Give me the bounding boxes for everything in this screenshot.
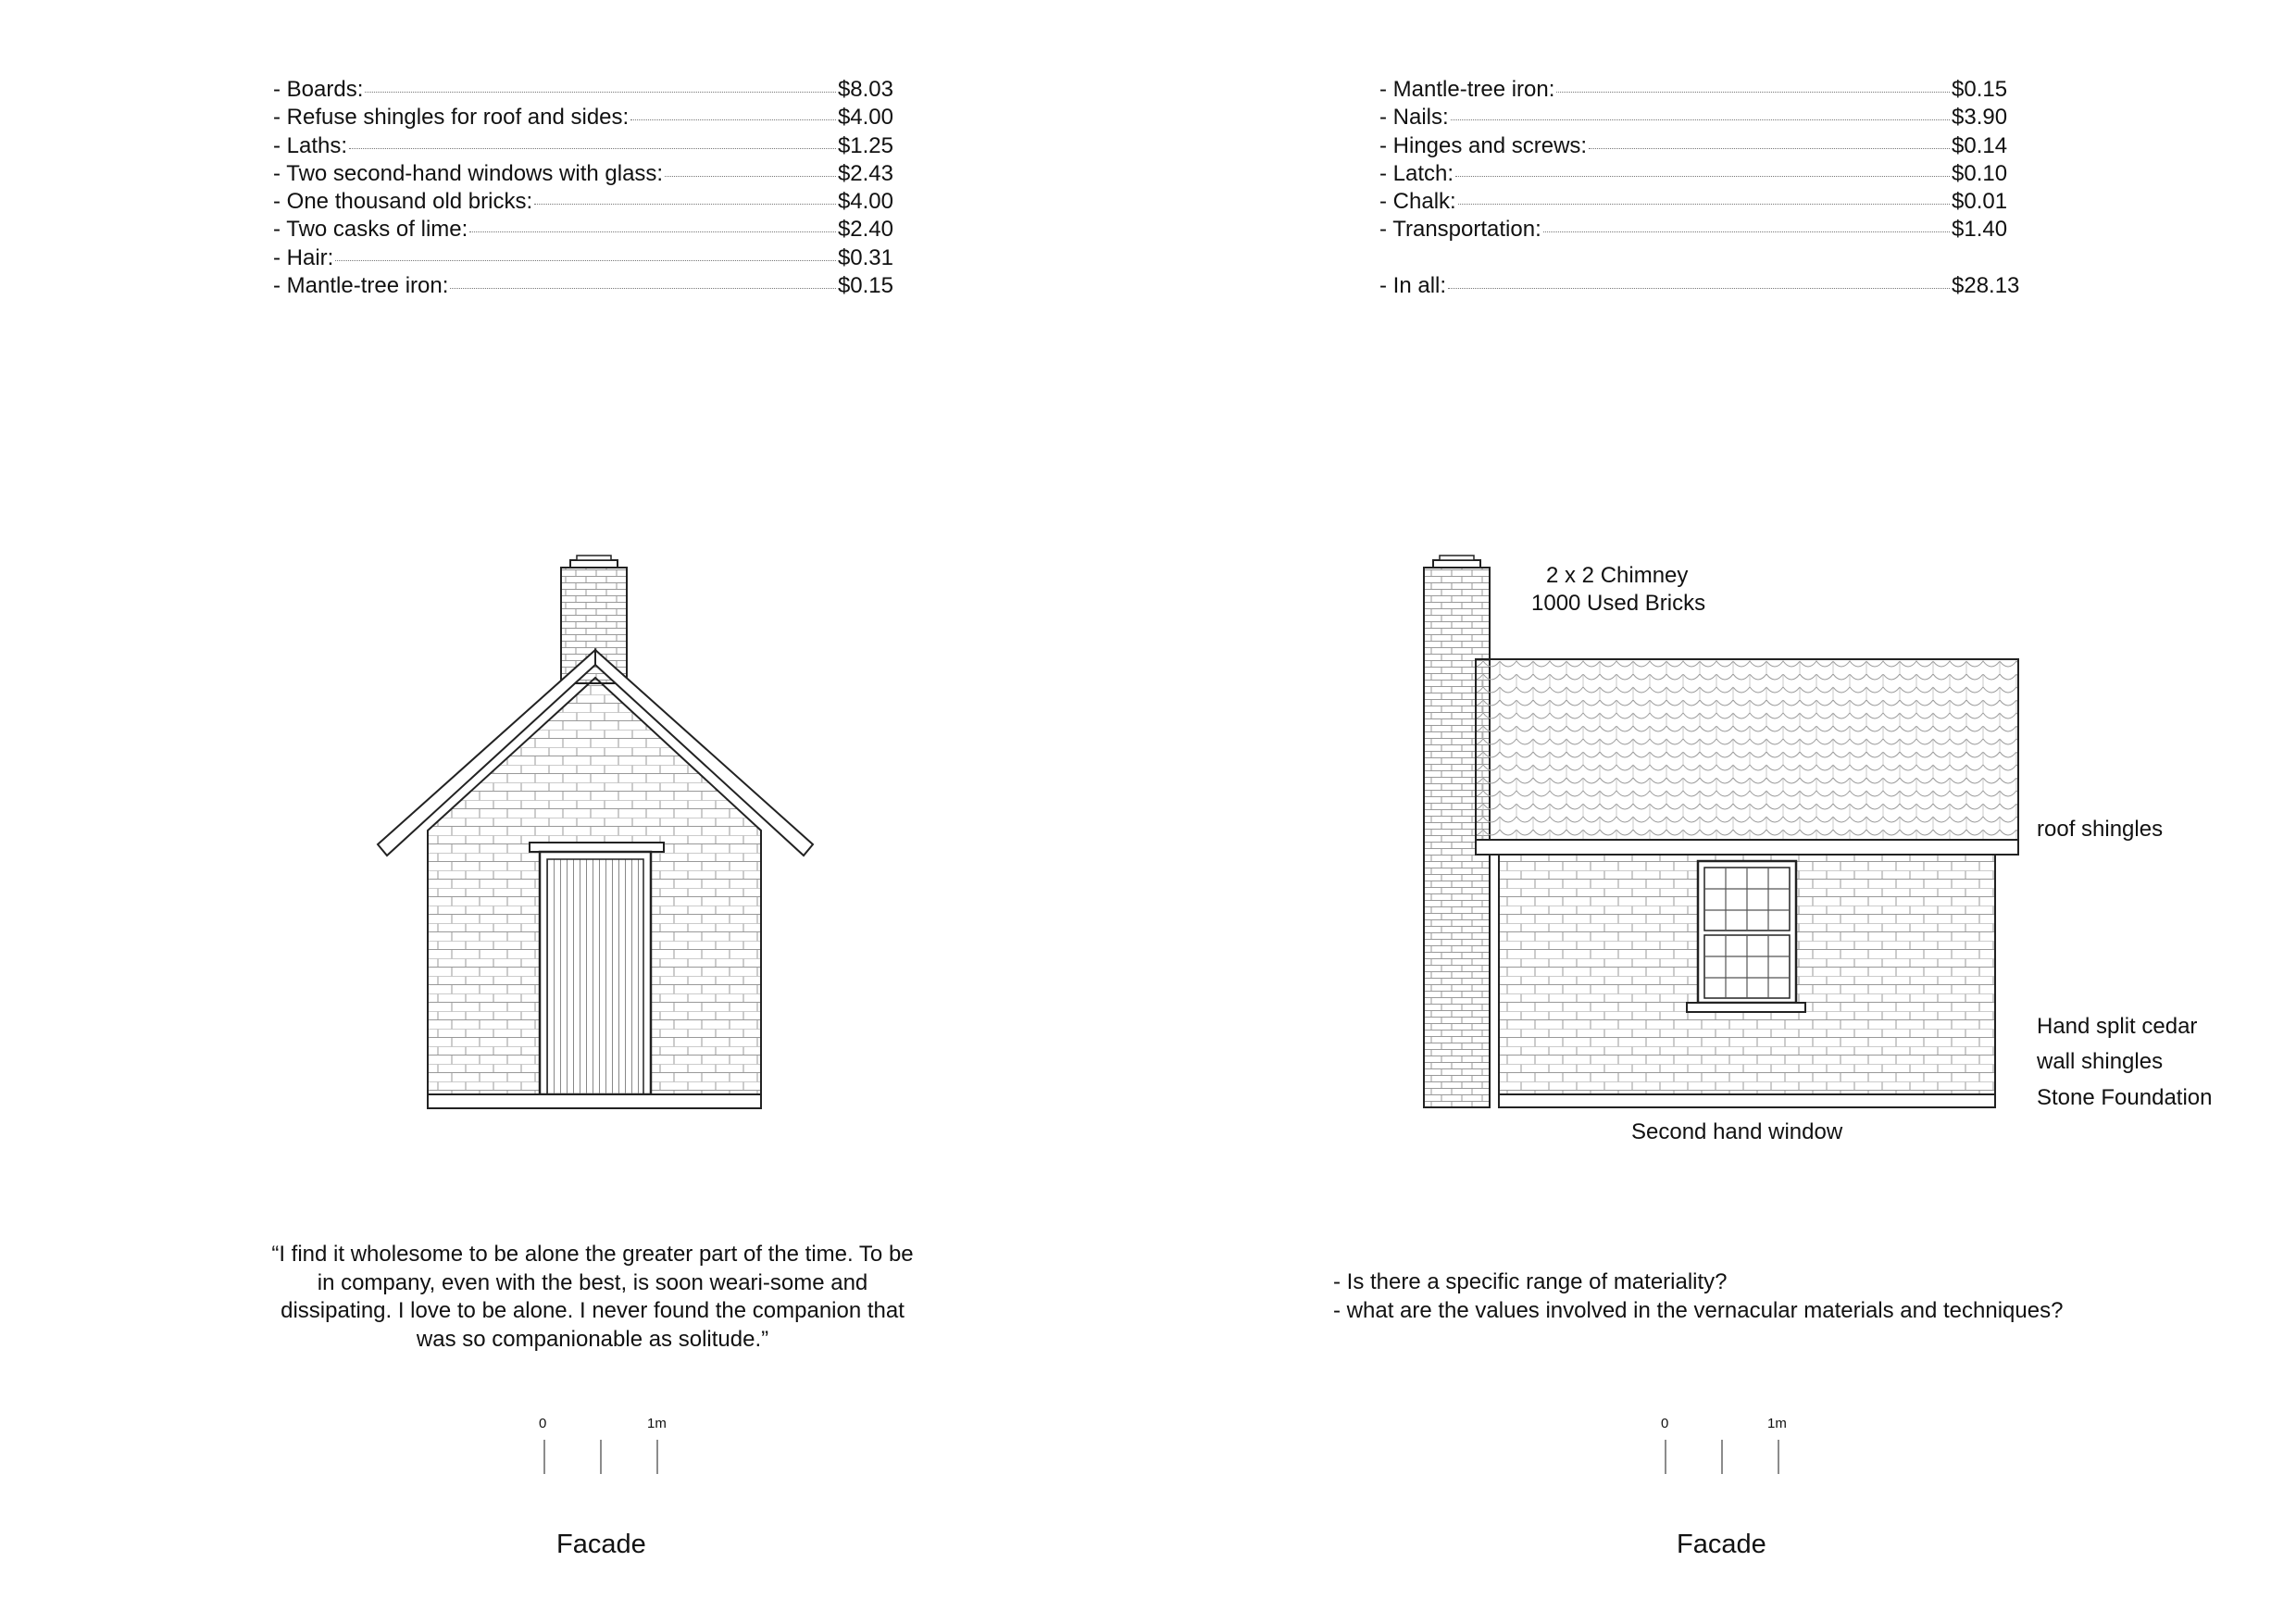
cost-value: $1.25 — [837, 132, 893, 158]
cost-value: $0.15 — [837, 273, 893, 299]
wall-annotation-line2: wall shingles — [2037, 1049, 2164, 1074]
cost-row — [273, 244, 893, 272]
caption-right: Facade — [1677, 1530, 1766, 1559]
side-foundation — [1499, 1094, 1995, 1107]
cost-label: - Mantle-tree iron: — [273, 273, 449, 299]
side-facade-drawing — [1416, 546, 2028, 1111]
foundation — [428, 1094, 761, 1108]
cost-row — [1379, 160, 2018, 188]
cost-row — [1379, 272, 2018, 300]
question-1: - Is there a specific range of materiality? — [1333, 1269, 1728, 1294]
cost-label: - Hinges and screws: — [1379, 132, 1588, 158]
foundation-annotation: Stone Foundation — [2037, 1085, 2213, 1110]
cost-label: - Chalk: — [1379, 189, 1456, 215]
dot-leader — [365, 92, 836, 93]
cost-list-left — [273, 76, 893, 300]
scale-bar-right — [1653, 1412, 1791, 1495]
cost-value: $2.43 — [837, 160, 893, 186]
side-roof — [1476, 659, 2018, 840]
cost-label: - Two second-hand windows with glass: — [273, 160, 664, 186]
cost-value: $0.14 — [1952, 132, 2008, 158]
dot-leader — [469, 231, 836, 232]
cost-label: - In all: — [1379, 273, 1447, 299]
front-facade-drawing — [370, 546, 824, 1111]
cost-row — [273, 132, 893, 160]
dot-leader — [1451, 119, 1950, 120]
roof-eave — [1476, 840, 2018, 855]
cost-label: - Hair: — [273, 244, 334, 270]
cost-row — [273, 76, 893, 104]
cost-label: - Refuse shingles for roof and sides: — [273, 105, 630, 131]
cost-value: $0.10 — [1952, 160, 2008, 186]
cost-label: - Latch: — [1379, 160, 1454, 186]
scale-bar-left — [532, 1412, 671, 1495]
thoreau-quote: “I find it wholesome to be alone the greater part of the time. To be in company, even with the best, is soon weari-some and dissipating. I love to be alone. I never found the companion that was so companionable as solitude.” — [271, 1242, 914, 1352]
cost-row — [273, 104, 893, 131]
dot-leader — [450, 288, 836, 289]
chimney-annotation-line2: 1000 Used Bricks — [1531, 591, 1706, 616]
dot-leader — [534, 204, 836, 205]
dot-leader — [1458, 204, 1950, 205]
dot-leader — [665, 176, 836, 177]
cost-value: $4.00 — [837, 189, 893, 215]
cost-value: $28.13 — [1952, 273, 2020, 299]
cost-value: $0.31 — [837, 244, 893, 270]
cost-label: - Two casks of lime: — [273, 217, 468, 243]
cost-row — [273, 216, 893, 244]
dot-leader — [1455, 176, 1950, 177]
cost-row — [1379, 216, 2018, 244]
cost-list-right — [1379, 76, 2018, 300]
dot-leader — [349, 148, 836, 149]
dot-leader — [1448, 288, 1950, 289]
cost-row — [273, 272, 893, 300]
window-annotation: Second hand window — [1631, 1119, 1843, 1144]
caption-left: Facade — [556, 1530, 646, 1559]
cost-value: $1.40 — [1952, 217, 2008, 243]
cost-row — [273, 188, 893, 216]
dot-leader — [335, 260, 836, 261]
cost-row — [1379, 188, 2018, 216]
scale-zero-label: 0 — [1661, 1416, 1669, 1431]
cost-value: $0.01 — [1952, 189, 2008, 215]
chimney-cap — [570, 560, 618, 568]
chimney-annotation-line1: 2 x 2 Chimney — [1546, 563, 1689, 588]
cost-value: $0.15 — [1952, 77, 2008, 102]
dot-leader — [1543, 231, 1950, 232]
list-spacer — [1379, 244, 2018, 272]
cost-row — [1379, 104, 2018, 131]
cost-label: - Laths: — [273, 132, 348, 158]
cost-value: $8.03 — [837, 77, 893, 102]
window-sill — [1687, 1003, 1805, 1012]
dot-leader — [1589, 148, 1950, 149]
cost-value: $2.40 — [837, 217, 893, 243]
cost-label: - Transportation: — [1379, 217, 1541, 243]
cost-label: - One thousand old bricks: — [273, 189, 533, 215]
cost-label: - Nails: — [1379, 105, 1449, 131]
cost-value: $3.90 — [1952, 105, 2008, 131]
cost-row — [273, 160, 893, 188]
scale-zero-label: 0 — [539, 1416, 547, 1431]
cost-label: - Boards: — [273, 77, 364, 102]
cost-row — [1379, 76, 2018, 104]
scale-one-meter-label: 1m — [647, 1416, 667, 1431]
door-lintel — [530, 843, 664, 852]
dot-leader — [630, 119, 836, 120]
cost-label: - Mantle-tree iron: — [1379, 77, 1555, 102]
question-2: - what are the values involved in the vernacular materials and techniques? — [1333, 1297, 2064, 1323]
scale-one-meter-label: 1m — [1767, 1416, 1787, 1431]
research-questions — [1333, 1268, 2063, 1325]
cost-value: $4.00 — [837, 105, 893, 131]
wall-annotation-line1: Hand split cedar — [2037, 1014, 2198, 1039]
dot-leader — [1556, 92, 1950, 93]
roof-annotation: roof shingles — [2037, 817, 2164, 842]
cost-row — [1379, 132, 2018, 160]
